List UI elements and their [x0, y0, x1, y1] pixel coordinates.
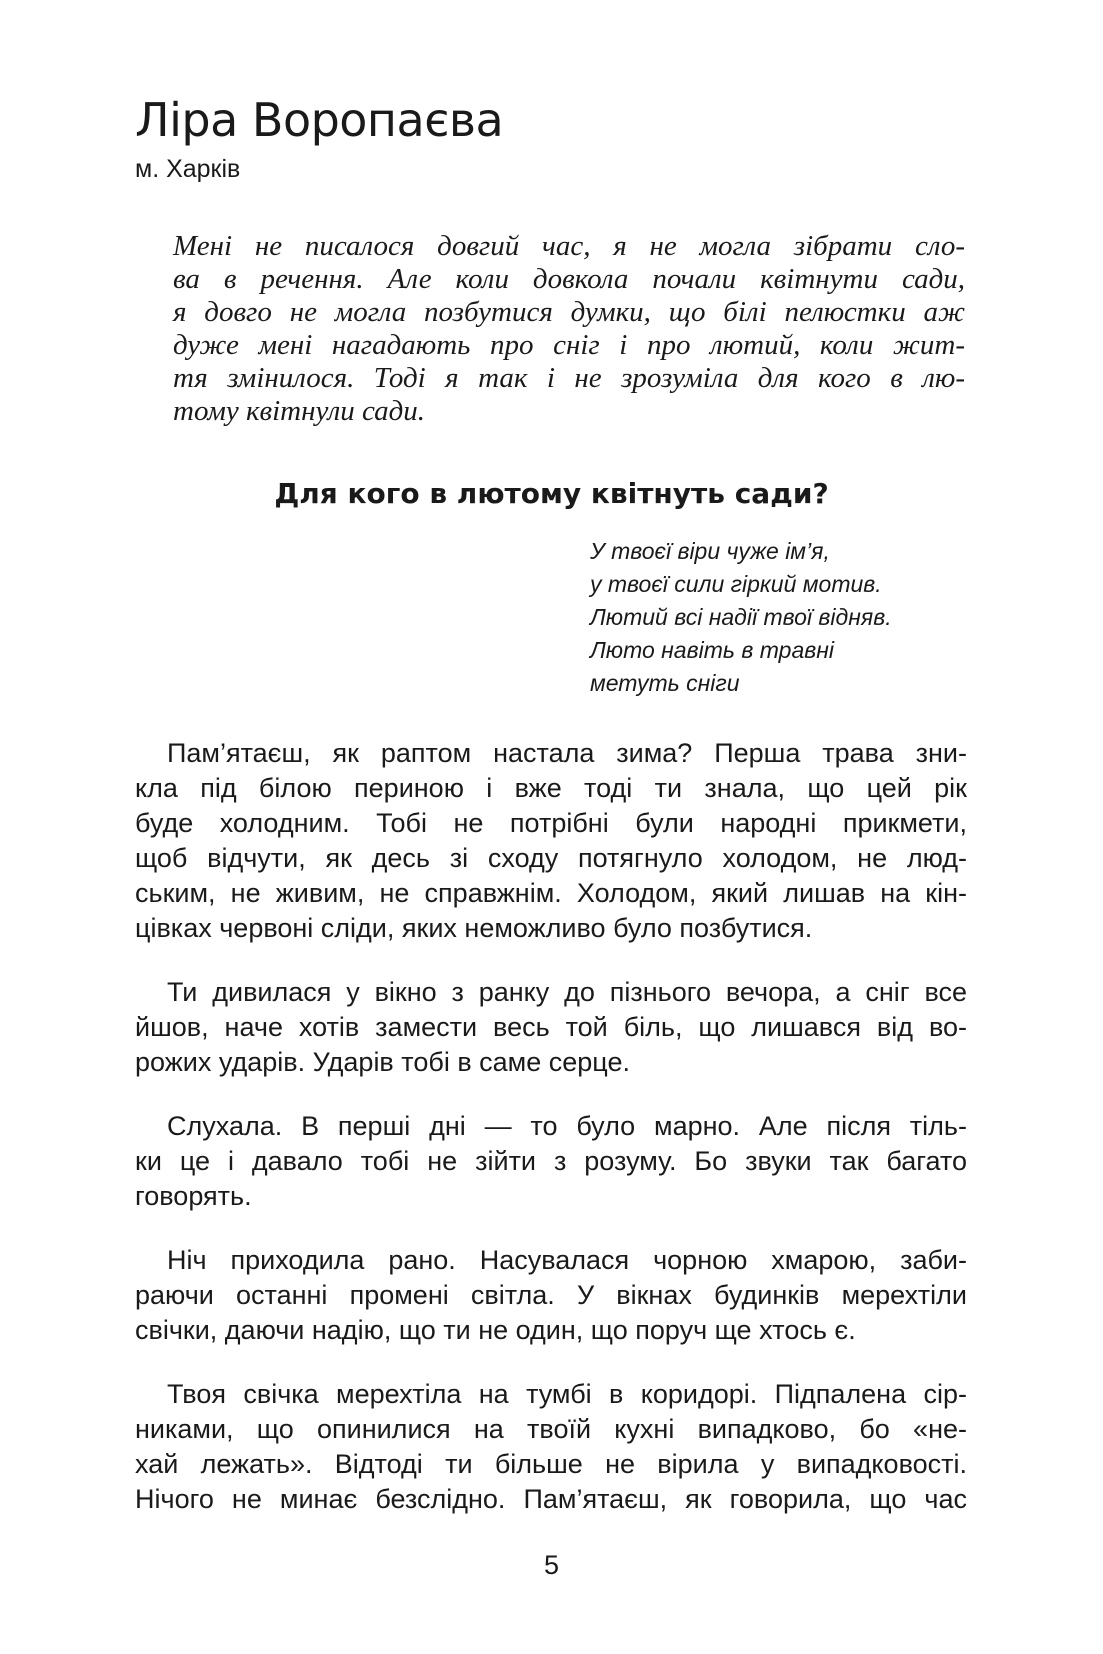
text-line: буде холодним. Тобі не потрібні були народні прикмети,: [135, 808, 967, 838]
text-line: ки це і давало тобі не зійти з розуму. Бо звуки так багато: [135, 1146, 967, 1176]
text-line: рожих ударів. Ударів тобі в саме серце.: [135, 1047, 630, 1077]
text-line: кла під білою периною і вже тоді ти знала, що цей рік: [135, 773, 967, 803]
poem-line: у твоєї сили гіркий мотив.: [590, 571, 882, 597]
epigraph-line: Мені не писалося довгий час, я не могла зібрати сло-: [173, 230, 965, 262]
epigraph-line: ва в речення. Але коли довкола почали квітнути сади,: [173, 263, 965, 295]
paragraph: [135, 975, 967, 1080]
text-line: Ніч приходила рано. Насувалася чорною хмарою, заби-: [167, 1245, 967, 1275]
author-name: Ліра Воропаєва: [135, 93, 504, 147]
text-line: цівках червоні сліди, яких неможливо було позбутися.: [135, 913, 813, 943]
text-line: свічки, даючи надію, що ти не один, що поруч ще хтось є.: [135, 1315, 856, 1345]
text-line: раючи останні промені світла. У вікнах будинків мерехтіли: [135, 1280, 967, 1310]
text-line: Нічого не минає безслідно. Пам’ятаєш, як говорила, що час: [135, 1484, 967, 1514]
epigraph-line: тя змінилося. Тоді я так і не зрозуміла для кого в лю-: [173, 362, 965, 394]
poem-stanza: [590, 535, 892, 700]
epigraph-line: я довго не могла позбутися думки, що білі пелюстки аж: [173, 296, 965, 328]
text-line: хай лежать». Відтоді ти більше не вірила у випадковості.: [135, 1449, 967, 1479]
poem-line: У твоєї віри чуже ім’я,: [590, 538, 830, 564]
text-line: Ти дивилася у вікно з ранку до пізнього вечора, а сніг все: [167, 977, 967, 1007]
epigraph-line: тому квітнули сади.: [173, 395, 426, 427]
epigraph: [173, 230, 965, 428]
poem-line: Лютий всі надії твої відняв.: [590, 604, 892, 630]
paragraph: [135, 1377, 967, 1517]
text-line: Твоя свічка мерехтіла на тумбі в коридорі. Підпалена сір-: [167, 1379, 967, 1409]
body-text: [135, 736, 967, 1546]
text-line: ським, не живим, не справжнім. Холодом, який лишав на кін-: [135, 878, 967, 908]
text-line: щоб відчути, як десь зі сходу потягнуло холодом, не люд-: [135, 843, 967, 873]
text-line: Пам’ятаєш, як раптом настала зима? Перша трава зни-: [167, 738, 967, 768]
page-number: 5: [543, 1550, 560, 1580]
text-line: Слухала. В перші дні — то було марно. Але після тіль-: [167, 1111, 967, 1141]
poem-line: метуть сніги: [590, 670, 740, 696]
epigraph-line: дуже мені нагадають про сніг і про лютий, коли жит-: [173, 329, 965, 361]
text-line: никами, що опинилися на твоїй кухні випадково, бо «не-: [135, 1414, 967, 1444]
poem-line: Люто навіть в травні: [590, 637, 835, 663]
paragraph: [135, 1243, 967, 1348]
paragraph: [135, 736, 967, 946]
text-line: йшов, наче хотів замести весь той біль, що лишався від во-: [135, 1012, 967, 1042]
paragraph: [135, 1109, 967, 1214]
poem-title: Для кого в лютому квітнуть сади?: [274, 477, 829, 510]
author-city: м. Харків: [135, 155, 241, 183]
text-line: говорять.: [135, 1181, 252, 1211]
